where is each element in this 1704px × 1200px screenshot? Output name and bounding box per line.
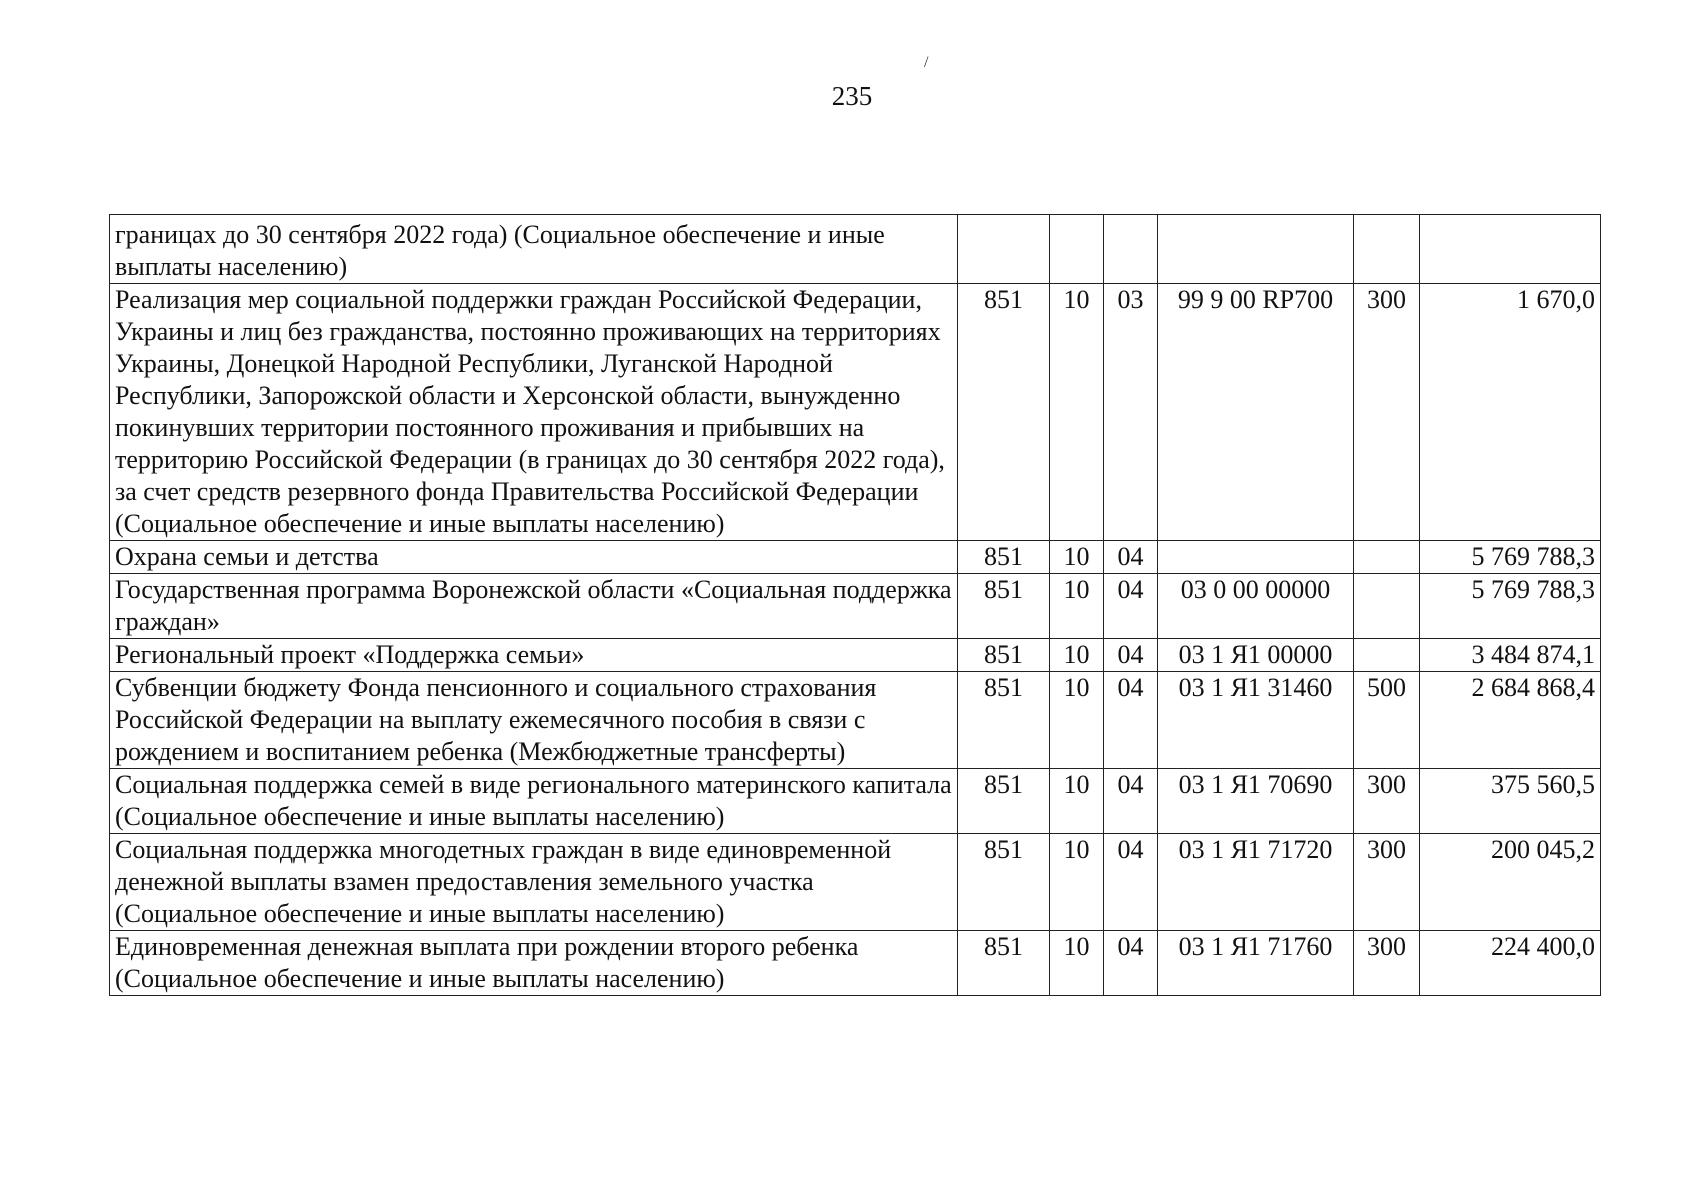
expense-type-cell: 500 — [1354, 672, 1420, 769]
ministry-code-cell: 851 — [958, 672, 1050, 769]
target-article-cell: 03 1 Я1 71760 — [1158, 931, 1354, 996]
section-code-cell: 10 — [1050, 931, 1104, 996]
ministry-code-cell: 851 — [958, 769, 1050, 834]
subsection-code-cell: 04 — [1104, 834, 1158, 931]
row-name-cell: Единовременная денежная выплата при рождении второго ребенка (Социальное обеспечение и иные выплаты населению) — [110, 931, 958, 996]
expense-type-cell: 300 — [1354, 769, 1420, 834]
section-code-cell: 10 — [1050, 574, 1104, 639]
ministry-code-cell — [958, 215, 1050, 284]
table-row — [110, 284, 1601, 541]
table-row — [110, 639, 1601, 672]
row-name-cell: Государственная программа Воронежской области «Социальная поддержка граждан» — [110, 574, 958, 639]
amount-cell: 1 670,0 — [1420, 284, 1601, 541]
section-code-cell: 10 — [1050, 834, 1104, 931]
subsection-code-cell — [1104, 215, 1158, 284]
ministry-code-cell: 851 — [958, 931, 1050, 996]
row-name-cell: Охрана семьи и детства — [110, 541, 958, 574]
target-article-cell: 03 1 Я1 31460 — [1158, 672, 1354, 769]
subsection-code-cell: 04 — [1104, 574, 1158, 639]
subsection-code-cell: 04 — [1104, 639, 1158, 672]
expense-type-cell — [1354, 574, 1420, 639]
amount-cell — [1420, 215, 1601, 284]
table-row — [110, 541, 1601, 574]
section-code-cell: 10 — [1050, 639, 1104, 672]
table-row — [110, 574, 1601, 639]
row-name-cell: Социальная поддержка семей в виде регионального материнского капитала (Социальное обеспечение и иные выплаты населению) — [110, 769, 958, 834]
target-article-cell: 03 1 Я1 70690 — [1158, 769, 1354, 834]
row-name-cell: Субвенции бюджету Фонда пенсионного и социального страхования Российской Федерации на выплату ежемесячного пособия в связи с рождением и воспитанием ребенка (Межбюджетные трансферты) — [110, 672, 958, 769]
budget-table — [109, 214, 1601, 996]
target-article-cell: 03 1 Я1 71720 — [1158, 834, 1354, 931]
target-article-cell: 03 0 00 00000 — [1158, 574, 1354, 639]
expense-type-cell: 300 — [1354, 931, 1420, 996]
section-code-cell: 10 — [1050, 672, 1104, 769]
subsection-code-cell: 04 — [1104, 541, 1158, 574]
row-name-cell: границах до 30 сентября 2022 года) (Социальное обеспечение и иные выплаты населению) — [110, 215, 958, 284]
table-row — [110, 215, 1601, 284]
amount-cell: 224 400,0 — [1420, 931, 1601, 996]
expense-type-cell: 300 — [1354, 834, 1420, 931]
ministry-code-cell: 851 — [958, 541, 1050, 574]
section-code-cell: 10 — [1050, 769, 1104, 834]
row-name-cell: Региональный проект «Поддержка семьи» — [110, 639, 958, 672]
table-row — [110, 931, 1601, 996]
table-row — [110, 672, 1601, 769]
target-article-cell — [1158, 215, 1354, 284]
table-row — [110, 834, 1601, 931]
ministry-code-cell: 851 — [958, 284, 1050, 541]
section-code-cell: 10 — [1050, 541, 1104, 574]
row-name-cell: Социальная поддержка многодетных граждан в виде единовременной денежной выплаты взамен предоставления земельного участка (Социальное обеспечение и иные выплаты населению) — [110, 834, 958, 931]
table-body — [110, 215, 1601, 996]
expense-type-cell — [1354, 639, 1420, 672]
amount-cell: 375 560,5 — [1420, 769, 1601, 834]
amount-cell: 5 769 788,3 — [1420, 541, 1601, 574]
section-code-cell — [1050, 215, 1104, 284]
target-article-cell: 03 1 Я1 00000 — [1158, 639, 1354, 672]
subsection-code-cell: 03 — [1104, 284, 1158, 541]
expense-type-cell — [1354, 541, 1420, 574]
section-code-cell: 10 — [1050, 284, 1104, 541]
subsection-code-cell: 04 — [1104, 769, 1158, 834]
subsection-code-cell: 04 — [1104, 931, 1158, 996]
expense-type-cell: 300 — [1354, 284, 1420, 541]
row-name-cell: Реализация мер социальной поддержки граждан Российской Федерации, Украины и лиц без гражданства, постоянно проживающих на территориях Украины, Донецкой Народной Республики, Луганской Народной Республики, Запорожской области и Херсонской области, вынужденно покинувших территории постоянного проживания и прибывших на территорию Российской Федерации (в границах до 30 сентября 2022 года), за счет средств резервного фонда Правительства Российской Федерации (Социальное обеспечение и иные выплаты населению) — [110, 284, 958, 541]
expense-type-cell — [1354, 215, 1420, 284]
amount-cell: 200 045,2 — [1420, 834, 1601, 931]
ministry-code-cell: 851 — [958, 574, 1050, 639]
ministry-code-cell: 851 — [958, 639, 1050, 672]
ministry-code-cell: 851 — [958, 834, 1050, 931]
target-article-cell — [1158, 541, 1354, 574]
amount-cell: 5 769 788,3 — [1420, 574, 1601, 639]
subsection-code-cell: 04 — [1104, 672, 1158, 769]
amount-cell: 2 684 868,4 — [1420, 672, 1601, 769]
scan-mark: / — [924, 54, 929, 71]
page-number: 235 — [831, 81, 873, 111]
target-article-cell: 99 9 00 RP700 — [1158, 284, 1354, 541]
table-row — [110, 769, 1601, 834]
amount-cell: 3 484 874,1 — [1420, 639, 1601, 672]
